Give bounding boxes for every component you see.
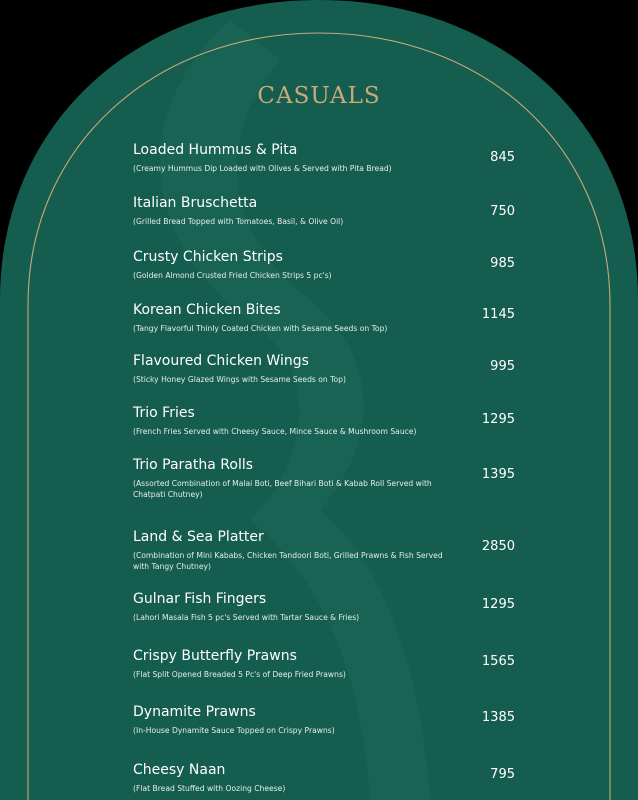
item-description: (Golden Almond Crusted Fried Chicken Strips 5 pc's) [133, 271, 332, 280]
item-price: 985 [490, 256, 515, 271]
menu-item [133, 762, 573, 794]
item-price: 1395 [481, 467, 515, 482]
menu-item [133, 302, 573, 334]
menu-item [133, 529, 573, 572]
menu-item [133, 405, 573, 437]
item-price: 1385 [481, 710, 515, 725]
item-description: (Combination of Mini Kababs, Chicken Tandoori Boti, Grilled Prawns & Fish Served with Tangy Chutney) [133, 551, 443, 571]
item-name: Dynamite Prawns [133, 704, 256, 720]
menu-item [133, 195, 573, 227]
item-price: 1145 [481, 307, 515, 322]
menu-item [133, 591, 573, 623]
item-name: Trio Fries [133, 405, 195, 421]
menu-item [133, 648, 573, 680]
item-name: Land & Sea Platter [133, 529, 264, 545]
item-description: (Tangy Flavorful Thinly Coated Chicken with Sesame Seeds on Top) [133, 324, 388, 333]
item-price: 845 [490, 150, 515, 165]
item-price: 1295 [481, 412, 515, 427]
item-price: 995 [490, 359, 515, 374]
item-price: 1565 [481, 654, 515, 669]
item-name: Cheesy Naan [133, 762, 226, 778]
menu-item [133, 353, 573, 385]
item-price: 795 [490, 767, 515, 782]
item-name: Flavoured Chicken Wings [133, 353, 309, 369]
item-description: (In-House Dynamite Sauce Topped on Crispy Prawns) [133, 726, 335, 735]
item-price: 1295 [481, 597, 515, 612]
item-price: 2850 [481, 539, 515, 554]
item-name: Crispy Butterfly Prawns [133, 648, 297, 664]
item-name: Gulnar Fish Fingers [133, 591, 267, 607]
item-name: Korean Chicken Bites [133, 302, 281, 318]
menu-item [133, 704, 573, 736]
item-description: (Flat Split Opened Breaded 5 Pc's of Deep Fried Prawns) [133, 670, 346, 679]
item-description: (French Fries Served with Cheesy Sauce, Mince Sauce & Mushroom Sauce) [133, 427, 417, 436]
item-description: (Assorted Combination of Malai Boti, Beef Bihari Boti & Kabab Roll Served with Chatpati Chutney) [133, 479, 432, 499]
menu-item [133, 457, 573, 500]
item-description: (Lahori Masala Fish 5 pc's Served with Tartar Sauce & Fries) [133, 613, 360, 622]
item-description: (Flat Bread Stuffed with Oozing Cheese) [133, 784, 286, 793]
item-name: Trio Paratha Rolls [133, 457, 254, 473]
item-description: (Grilled Bread Topped with Tomatoes, Basil, & Olive Oil) [133, 217, 344, 226]
item-description: (Creamy Hummus Dip Loaded with Olives & Served with Pita Bread) [133, 164, 392, 173]
item-description: (Sticky Honey Glazed Wings with Sesame Seeds on Top) [133, 375, 346, 384]
menu-item [133, 249, 573, 281]
item-name: Italian Bruschetta [133, 195, 258, 211]
menu-item [133, 142, 573, 174]
item-name: Loaded Hummus & Pita [133, 142, 298, 158]
item-price: 750 [490, 204, 515, 219]
section-title: CASUALS [257, 83, 381, 109]
item-name: Crusty Chicken Strips [133, 249, 283, 265]
